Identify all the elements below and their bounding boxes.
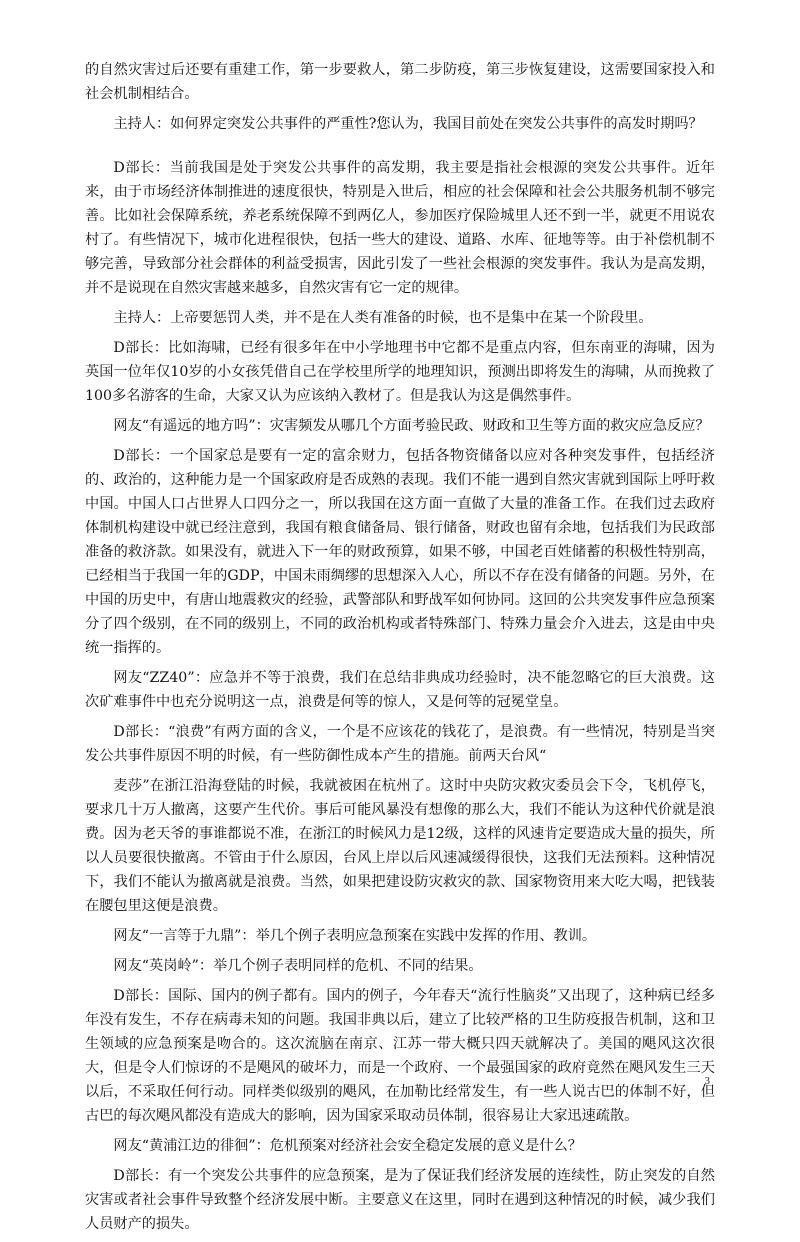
- paragraph-host-question: 主持人：如何界定突发公共事件的严重性?您认为，我国目前处在突发公共事件的高发时期吗？: [113, 116, 703, 132]
- paragraph-answer: D部长：一个国家总是要有一定的富余财力，包括各物资储备以应对各种突发事件，包括经济的、政治的，这种能力是一个国家政府是否成熟的表现。我们不能一遇到自然灾害就到国际上呼吁救中国。中国人口占世界人口四分之一，所以我国在这方面一直做了大量的准备工作。在我们过去政府体制机构建设中就已经注意到，我国有粮食储备局、银行储备，财政也留有余地，包括我们为民政部准备的救济款。如果没有，就进入下一年的财政预算，如果不够，中国老百姓储蓄的积极性特别高，已经相当于我国一年的GDP，中国未雨绸缪的思想深入人心，所以不存在没有储备的问题。另外，在中国的历史中，有唐山地震救灾的经验，武警部队和野战军如何协同。这回的公共突发事件应急预案分了四个级别，在不同的级别上，不同的政治机构或者特殊部门、特殊力量会介入进去，这是由中央统一指挥的。: [85, 448, 715, 656]
- paragraph-answer: D部长：“浪费”有两方面的含义，一个是不应该花的钱花了，是浪费。有一些情况，特别是当突发公共事件原因不明的时候，有一些防御性成本产生的措施。前两天台风“: [85, 724, 715, 764]
- paragraph-answer: D部长：国际、国内的例子都有。国内的例子，今年春天“流行性脑炎”又出现了，这种病已经多年没有发生，不存在病毒未知的问题。我国非典以后，建立了比较严格的卫生防疫报告机制，这和卫生领域的应急预案是吻合的。这次流脑在南京、江苏一带大概只四天就解决了。美国的飓风这次很大，但是令人们惊讶的不是飓风的破坏力，而是一个政府、一个最强国家的政府竟然在飓风发生三天以后，不采取任何行动。同样类似级别的飓风，在加勒比经常发生，有一些人说古巴的体制不好，但古巴的每次飓风都没有造成大的影响，因为国家采取动员体制，很容易让大家迅速疏散。: [85, 988, 715, 1124]
- paragraph-answer: D部长：当前我国是处于突发公共事件的高发期，我主要是指社会根源的突发公共事件。近年来，由于市场经济体制推进的速度很快，特别是入世后，相应的社会保障和社会公共服务机制不够完善。比如社会保障系统，养老系统保障不到两亿人，参加医疗保险城里人还不到一半，就更不用说农村了。有些情况下，城市化进程很快，包括一些大的建设、道路、水库、征地等等。由于补偿机制不够完善，导致部分社会群体的利益受损害，因此引发了一些社会根源的突发事件。我认为是高发期，并不是说现在自然灾害越来越多，自然灾害有它一定的规律。: [85, 160, 715, 296]
- paragraph-answer: D部长：比如海啸，已经有很多年在中小学地理书中它都不是重点内容，但东南亚的海啸，因为英国一位年仅10岁的小女孩凭借自己在学校里所学的地理知识，预测出即将发生的海啸，从而挽救了100多名游客的生命，大家又认为应该纳入教材了。但是我认为这是偶然事件。: [85, 340, 715, 404]
- page-number: 3: [704, 1075, 710, 1087]
- paragraph-netizen-question: 网友“ZZ40”：应急并不等于浪费，我们在总结非典成功经验时，决不能忽略它的巨大浪费。这次矿难事件中也充分说明这一点，浪费是何等的惊人，又是何等的冠冕堂皇。: [85, 670, 715, 710]
- paragraph-host-comment: 主持人：上帝要惩罚人类，并不是在人类有准备的时候，也不是集中在某一个阶段里。: [113, 310, 653, 326]
- paragraph-netizen-question: 网友“一言等于九鼎”：举几个例子表明应急预案在实践中发挥的作用、教训。: [113, 928, 597, 944]
- paragraph-netizen-question: 网友“英岗岭”：举几个例子表明同样的危机、不同的结果。: [113, 958, 483, 974]
- blank-line: [85, 142, 715, 156]
- paragraph-netizen-question: 网友“黄浦江边的徘徊”：危机预案对经济社会安全稳定发展的意义是什么？: [113, 1138, 582, 1154]
- paragraph-netizen-question: 网友“有遥远的地方吗”：灾害频发从哪几个方面考验民政、财政和卫生等方面的救灾应急反应？: [113, 418, 710, 434]
- document-body: [85, 58, 715, 1242]
- paragraph-answer-continued: 麦莎”在浙江沿海登陆的时候，我就被困在杭州了。这时中央防灾救灾委员会下令，飞机停飞，要求几十万人撤离，这要产生代价。事后可能风暴没有想像的那么大，我们不能认为这种代价就是浪费。因为老天爷的事谁都说不准，在浙江的时候风力是12级，这样的风速肯定要造成大量的损失，所以人员要很快撤离。不管由于什么原因，台风上岸以后风速减缓得很快，这我们无法预料。这种情况下，我们不能认为撤离就是浪费。当然，如果把建设防灾救灾的款、国家物资用来大吃大喝，把钱装在腰包里这便是浪费。: [85, 778, 715, 914]
- paragraph-continuation: 的自然灾害过后还要有重建工作，第一步要救人，第二步防疫，第三步恢复建设，这需要国家投入和社会机制相结合。: [85, 62, 715, 102]
- paragraph-answer: D部长：有一个突发公共事件的应急预案，是为了保证我们经济发展的连续性，防止突发的自然灾害或者社会事件导致整个经济发展中断。主要意义在这里，同时在遇到这种情况的时候，减少我们人员财产的损失。: [85, 1168, 715, 1232]
